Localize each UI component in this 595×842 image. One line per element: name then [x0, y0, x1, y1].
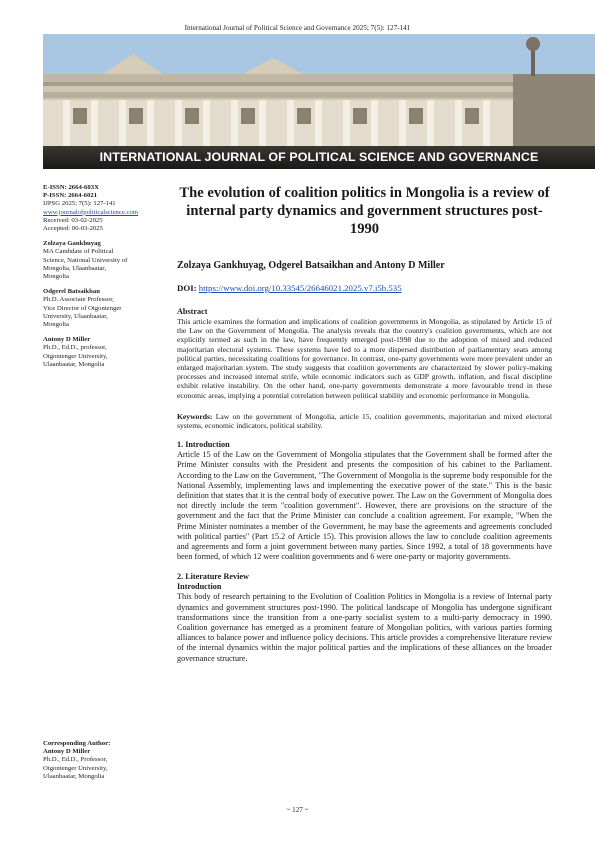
- page-number: ~ 127 ~: [286, 806, 309, 814]
- accepted-date: Accepted: 06-03-2025: [43, 225, 103, 233]
- article-title: The evolution of coalition politics in Mongolia is a review of internal party dynamics and government structures post-1990: [179, 185, 550, 237]
- doi-link[interactable]: https://www.doi.org/10.33545/26646021.2025.v7.i5b.535: [198, 283, 402, 293]
- affiliation-line: University, Ulaanbaatar,: [43, 312, 108, 320]
- article-info-sidebar: [43, 184, 155, 376]
- section-heading-introduction: 1. Introduction: [177, 440, 230, 450]
- issn-block: [43, 184, 155, 233]
- pissn: P-ISSN: 2664-6021: [43, 192, 98, 200]
- journal-banner: [43, 34, 595, 169]
- affiliation-line: Ph.D. Associate Professor,: [43, 296, 114, 304]
- corresponding-name: Antony D Miller: [43, 748, 91, 756]
- introduction-text: Article 15 of the Law on the Government of Mongolia stipulates that the Government shall be formed after the Prime Minister consults with the President and presents the composition of his cabinet to the Parliament. According to the Law on the Government, "The Government of Mongolia is the supreme body responsible for the National Assembly, implementing laws and implementing the executive power of the state." This is the basic definition that states that it is the central body of executive power. The Law on the Government of Mongolia does not directly include the term "coalition government". However, there are provisions on the structure of the government and the fact that the Prime Minister can conclude a coalition agreement. For example, "When the Prime Minister nominates a member of the Government, he may base the agreements and agreements concluded with political parties" (Part 15.2 of Article 15). This provision allows the law to conclude coalition agreements and agreements and form a joint government between many parties. Since 1992, a total of 18 governments have been formed, of which 12 were coalition governments and 6 were one-party or majority governments.: [177, 450, 552, 562]
- section-heading-literature-review: 2. Literature Review: [177, 572, 249, 582]
- article-main-column: [177, 184, 552, 664]
- corresponding-label: Corresponding Author:: [43, 740, 111, 747]
- eissn: E-ISSN: 2664-603X: [43, 184, 99, 191]
- author-name: Antony D Miller: [43, 336, 91, 344]
- affiliation-line: Ulaanbaatar, Mongolia: [43, 772, 105, 780]
- keywords-text: Law on the government of Mongolia, article 15, coalition governments, majoritarian and mixed electoral systems, economic indicators, political stability.: [177, 411, 552, 431]
- affiliation-line: Otgontenger University,: [43, 764, 108, 772]
- affiliation-line: Ulaanbaatar, Mongolia: [43, 360, 105, 368]
- author-affiliation: [43, 288, 155, 329]
- subsection-heading-introduction: Introduction: [177, 582, 222, 592]
- running-head: International Journal of Political Science and Governance 2025; 7(5): 127-141: [184, 24, 411, 32]
- abstract-text: This article examines the formation and implications of coalition governments in Mongolia, as stipulated by Article 15 of the Law on the Government of Mongolia. The analysis reveals that the country's coalition governments, which are not explicitly termed as such in the law, have frequently emerged post-1998 due to the adoption of mixed and reduced majoritarian electoral systems. These systems have led to a more dispersed distribution of parliamentary seats among political parties, necessitating coalitions for governance. In contrast, one-party governments were more prevalent under an enlarged majoritarian system. The study suggests that coalition governments are characterized by slower policy-making processes and increased internal strife, while economic indicators such as GDP growth, inflation, and fiscal discipline exhibit relative instability. On the other hand, one-party governments demonstrate a more favourable trend in these economic areas, implying a potential correlation between political stability and economic performance in Mongolia.: [177, 317, 552, 400]
- journal-website-link[interactable]: www.journalofpoliticalscience.com: [43, 208, 139, 216]
- affiliation-line: Vice Director of Otgontenger: [43, 304, 122, 312]
- author-name: Odgerel Batsaikhan: [43, 288, 100, 296]
- corresponding-author-block: [43, 740, 155, 781]
- banner-journal-title: INTERNATIONAL JOURNAL OF POLITICAL SCIENCE AND GOVERNANCE: [43, 146, 595, 169]
- author-name: Zolzaya Gankhuyag: [43, 240, 101, 248]
- affiliation-line: Science, National University of: [43, 256, 128, 264]
- received-date: Received: 03-02-2025: [43, 216, 103, 224]
- keywords-label: Keywords:: [177, 411, 213, 421]
- literature-review-text: This body of research pertaining to the Evolution of Coalition Politics in Mongolia is a review of Internal party dynamics and government structures post-1990. The political landscape of Mongolia has undergone significant transformations since the transition from a one-party socialist system to a multi-party democracy in 1990. Coalition governance has emerged as a prominent feature of Mongolian politics, with various parties forming alliances to balance power and influence policy decisions. This article provides a comprehensive literature review of the internal dynamics within the major political parties and the implications of these alliances on the broader governance structure.: [177, 592, 552, 663]
- ijpsg-volume: IJPSG 2025; 7(5): 127-141: [43, 200, 116, 208]
- affiliation-line: Ph.D., Ed.D., Professor,: [43, 756, 108, 764]
- affiliation-line: Mongolia: [43, 321, 70, 329]
- author-affiliation: [43, 336, 155, 369]
- affiliation-line: MA Candidate of Political: [43, 248, 114, 256]
- doi-line: [177, 283, 552, 293]
- keywords: [177, 412, 552, 430]
- affiliation-line: Mongolia: [43, 273, 70, 281]
- affiliation-line: Mongolia, Ulaanbaatar,: [43, 264, 107, 272]
- article-authors: Zolzaya Gankhuyag, Odgerel Batsaikhan and Antony D Miller: [177, 260, 445, 271]
- doi-label: DOI:: [177, 283, 197, 293]
- affiliation-line: Otgontenger University,: [43, 352, 108, 360]
- author-affiliation: [43, 240, 155, 281]
- affiliation-line: Ph.D., Ed.D., professor,: [43, 344, 107, 352]
- abstract-heading: Abstract: [177, 307, 208, 316]
